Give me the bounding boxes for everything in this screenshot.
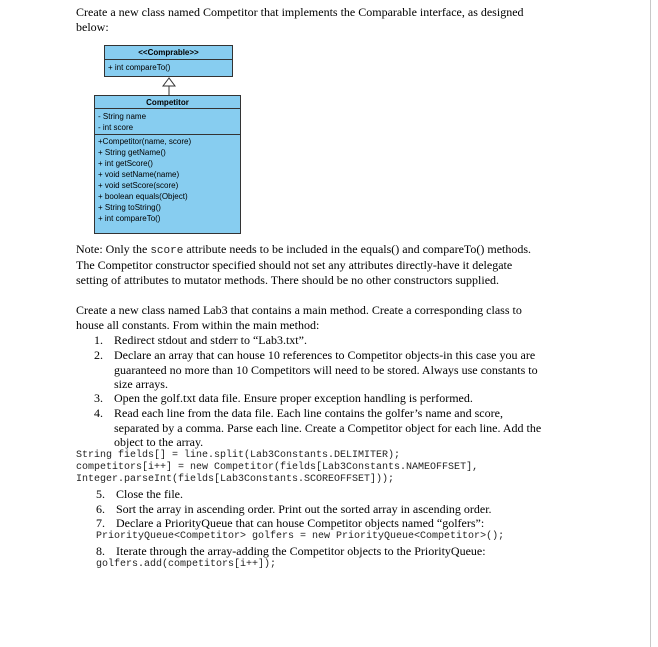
competitor-methods	[98, 136, 191, 224]
comparable-title: <<Comprable>>	[138, 48, 199, 57]
step-2-line-2: guaranteed no more than 10 Competitors will need to be stored. Always use constants to	[114, 363, 538, 377]
code-line-3: Integer.parseInt(fields[Lab3Constants.SCOREOFFSET]));	[76, 474, 395, 485]
page-right-border	[650, 0, 651, 647]
note-line-2: The Competitor constructor specified should not set any attributes directly-have it delegate	[76, 258, 513, 272]
method-compareto: + int compareTo()	[98, 214, 161, 223]
step-8-text: Iterate through the array-adding the Competitor objects to the PriorityQueue:	[116, 544, 486, 558]
method-setname: + void setName(name)	[98, 170, 180, 179]
step-8-number: 8.	[96, 544, 105, 558]
note-code-score: score	[150, 245, 184, 257]
comparable-interface-box	[104, 45, 233, 77]
step-3-text: Open the golf.txt data file. Ensure proper exception handling is performed.	[114, 391, 473, 405]
step-6-number: 6.	[96, 502, 105, 516]
step-1-text: Redirect stdout and stderr to “Lab3.txt”.	[114, 333, 307, 347]
code-priorityqueue: PriorityQueue<Competitor> golfers = new PriorityQueue<Competitor>();	[96, 531, 505, 542]
attribute-score: - int score	[98, 123, 134, 132]
step-4-line-2: separated by a comma. Parse each line. Create a Competitor object for each line. Add the	[114, 421, 542, 435]
method-getname: + String getName()	[98, 148, 166, 157]
method-setscore: + void setScore(score)	[98, 181, 179, 190]
step-2-number: 2.	[94, 348, 103, 362]
step-1-number: 1.	[94, 333, 103, 347]
step-7-number: 7.	[96, 516, 105, 530]
step-7-text: Declare a PriorityQueue that can house Competitor objects named “golfers”:	[116, 516, 485, 530]
method-tostring: + String toString()	[98, 203, 161, 212]
competitor-attributes	[98, 111, 146, 133]
note-text-rest: attribute needs to be included in the equals() and compareTo() methods.	[183, 242, 532, 256]
note-text: Note: Only the	[76, 242, 151, 256]
step-5-text: Close the file.	[116, 487, 183, 501]
step-4-number: 4.	[94, 406, 103, 420]
note-line-3: setting of attributes to mutator methods. There should be no other constructors supplied.	[76, 273, 500, 287]
step-2-line-3: size arrays.	[114, 377, 168, 391]
code-line-1: String fields[] = line.split(Lab3Constants.DELIMITER);	[76, 450, 401, 461]
lab3-line-2: house all constants. From within the main method:	[76, 318, 320, 332]
step-4-line-3: object to the array.	[114, 435, 204, 449]
method-getscore: + int getScore()	[98, 159, 153, 168]
note-line-1	[76, 242, 531, 259]
method-equals: + boolean equals(Object)	[98, 192, 188, 201]
code-golfers-add: golfers.add(competitors[i++]);	[96, 559, 277, 570]
step-3-number: 3.	[94, 391, 103, 405]
competitor-class-box	[94, 95, 241, 234]
intro-line-2: below:	[76, 20, 109, 34]
lab3-line-1: Create a new class named Lab3 that contains a main method. Create a corresponding class to	[76, 303, 522, 317]
competitor-title: Competitor	[146, 98, 189, 107]
attribute-name: - String name	[98, 112, 147, 121]
step-5-number: 5.	[96, 487, 105, 501]
method-constructor: +Competitor(name, score)	[98, 137, 192, 146]
intro-line-1: Create a new class named Competitor that implements the Comparable interface, as designed	[76, 5, 524, 19]
code-line-2: competitors[i++] = new Competitor(fields[Lab3Constants.NAMEOFFSET],	[76, 462, 479, 473]
implements-arrow-icon	[160, 77, 180, 97]
comparable-method: + int compareTo()	[108, 63, 171, 72]
step-4-line-1: Read each line from the data file. Each line contains the golfer’s name and score,	[114, 406, 503, 420]
step-6-text: Sort the array in ascending order. Print out the sorted array in ascending order.	[116, 502, 492, 516]
step-2-line-1: Declare an array that can house 10 references to Competitor objects-in this case you are	[114, 348, 536, 362]
